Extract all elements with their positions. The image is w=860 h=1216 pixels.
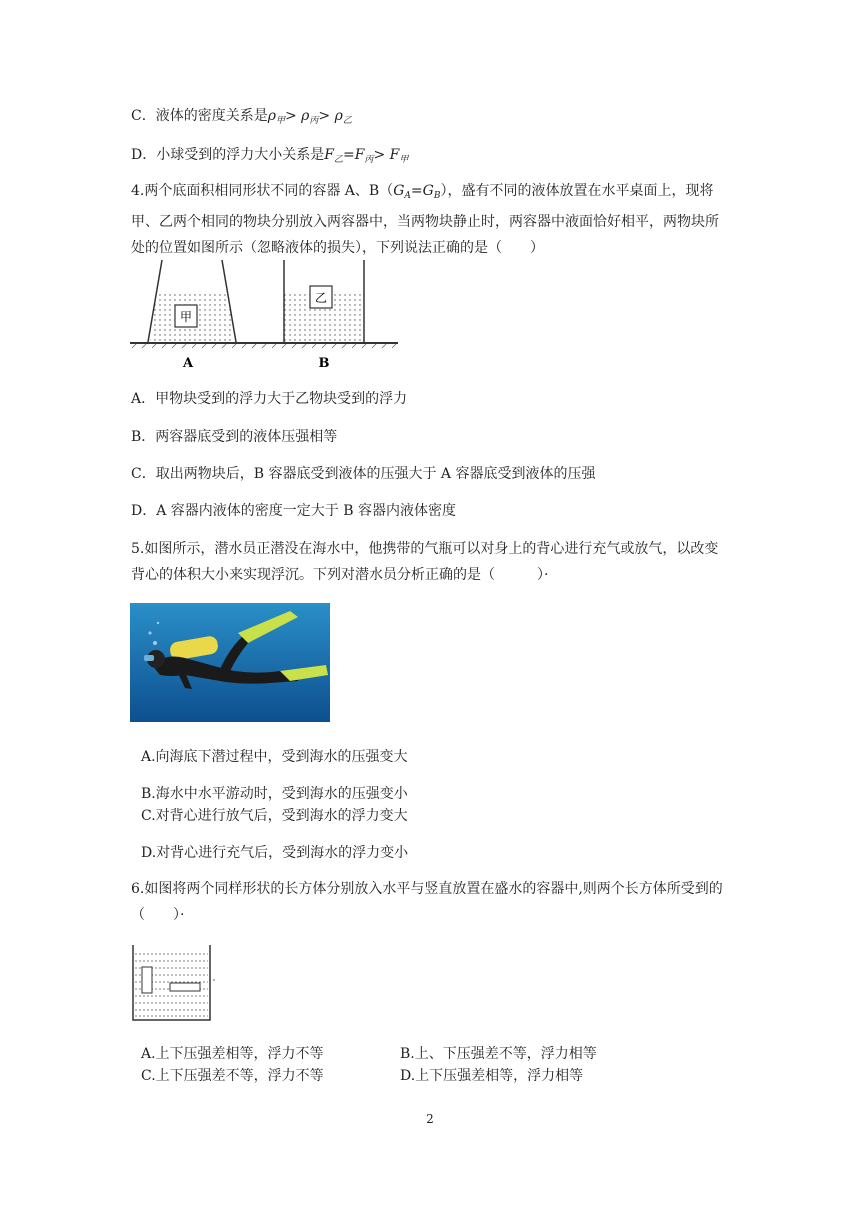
q5-stem: 5.如图所示，潜水员正潜没在海水中，他携带的气瓶可以对身上的背心进行充气或放气，以改变背心的体积大小来实现浮沉。下列对潜水员分析正确的是（ ）· — [131, 541, 719, 583]
q4-option-a: A．甲物块受到的浮力大于乙物块受到的浮力 — [131, 391, 408, 407]
q5-option-a: A.向海底下潜过程中，受到海水的压强变大 — [141, 749, 408, 765]
q6-option-b: B.上、下压强差不等，浮力相等 — [400, 1046, 597, 1062]
block-jia-label: 甲 — [179, 310, 193, 324]
q5-option-b: B.海水中水平游动时，受到海水的压强变小 — [141, 786, 408, 802]
q6-stem: 6.如图将两个同样形状的长方体分别放入水平与竖直放置在盛水的容器中,则两个长方体所受到的（ ）· — [131, 881, 723, 923]
block-yi-label: 乙 — [314, 291, 328, 305]
scuba-diver-photo — [130, 603, 330, 722]
q6-option-a: A.上下压强差相等，浮力不等 — [141, 1046, 324, 1062]
q4-option-c: C．取出两物块后，B 容器底受到液体的压强大于 A 容器底受到液体的压强 — [131, 466, 596, 482]
q6-option-d: D.上下压强差相等，浮力相等 — [400, 1068, 584, 1084]
q3-option-c: C．液体的密度关系是$\rho_甲> \rho_丙> \rho_乙$ — [131, 108, 352, 126]
container-a-label: A — [182, 356, 194, 371]
page-number: 2 — [426, 1112, 434, 1126]
q5-option-d: D.对背心进行充气后，受到海水的浮力变小 — [141, 845, 409, 861]
q4-stem: 4.两个底面积相同形状不同的容器 A、$B(G_A=G_B)$，盛有不同的液体放置在水平桌面上，现将甲、乙两个相同的物块分别放入两容器中，当两物块静止时，两容器中液面恰好相平，两物块所处的位置如图所示（忽略液体的损失），下列说法正确的是（ ） — [131, 183, 719, 256]
q5-option-c: C.对背心进行放气后，受到海水的浮力变大 — [141, 808, 408, 824]
q3-option-d: D．小球受到的浮力大小关系是$F_乙=F_丙> F_甲$ — [131, 147, 409, 165]
q4-containers-figure — [128, 258, 400, 374]
q4-option-b: B．两容器底受到的液体压强相等 — [131, 429, 338, 445]
vertical-cuboid — [142, 967, 152, 993]
horizontal-cuboid — [170, 983, 200, 991]
table-hatching — [132, 344, 396, 348]
q6-water-container-figure — [130, 943, 220, 1023]
container-b-label: B — [318, 356, 330, 371]
q6-option-c: C.上下压强差不等，浮力不等 — [141, 1068, 324, 1084]
q4-option-d: D．A 容器内液体的密度一定大于 B 容器内液体密度 — [131, 503, 456, 519]
